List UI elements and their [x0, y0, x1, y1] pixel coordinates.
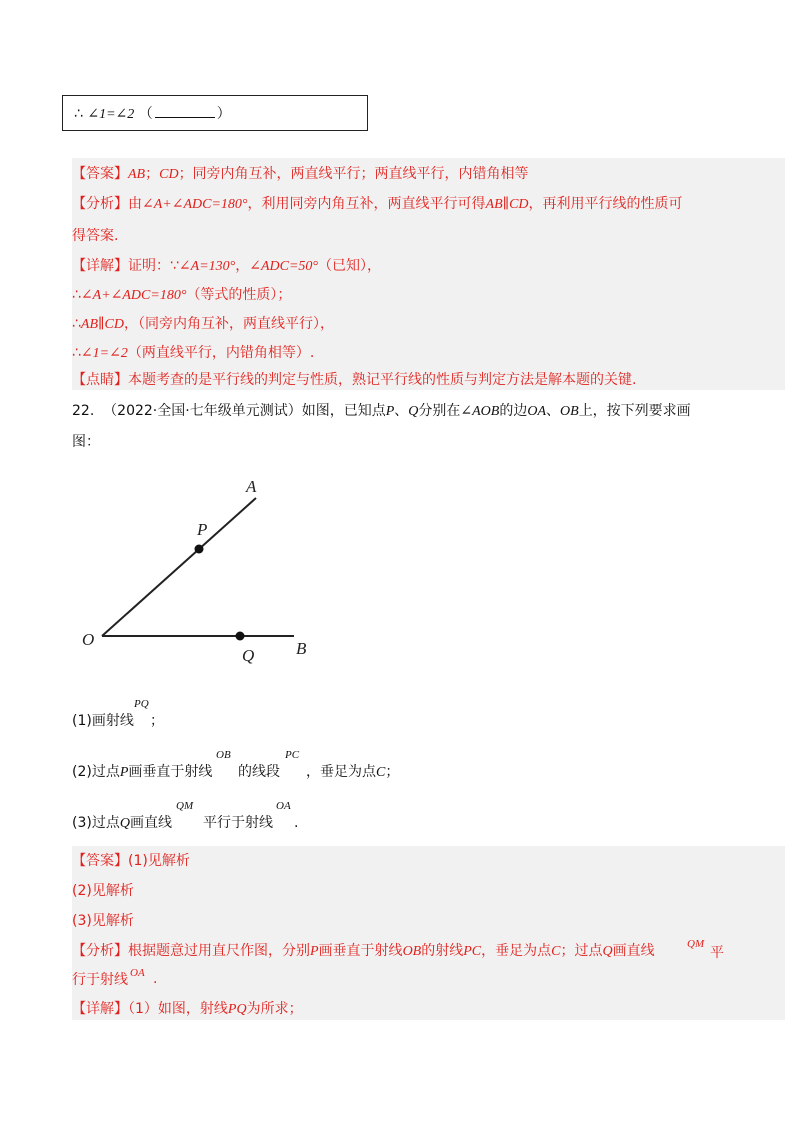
- detail-line-5: [72, 1000, 303, 1019]
- task-3-text: (3)过点: [72, 815, 120, 831]
- paren-close: ）: [216, 106, 231, 122]
- detail-math-1: ∠A=130°: [178, 259, 236, 274]
- task-3-qm: QM: [176, 800, 194, 812]
- therefore-symbol: ∴: [74, 106, 83, 122]
- detail-math-2: ∠ADC=50°: [249, 259, 319, 274]
- answer-line-4: [72, 912, 134, 930]
- analysis2-text-2: 画垂直于射线: [318, 943, 403, 959]
- task-2-pc: PC: [285, 749, 300, 761]
- detail-tag: 【详解】: [72, 258, 128, 274]
- analysis2-q: Q: [602, 944, 613, 959]
- task-2-text-3: 的线段: [238, 764, 280, 780]
- analysis-math: ∠A+∠ADC=180°: [142, 197, 248, 212]
- angle-aob: ∠AOB: [460, 404, 500, 419]
- therefore-3: ∴: [72, 316, 81, 332]
- analysis2-end: .: [153, 971, 158, 987]
- detail-line-3: [72, 315, 334, 334]
- conclusion-line: [74, 103, 231, 123]
- task-2-text-4: ，垂足为点: [306, 764, 376, 780]
- analysis-line-3: [72, 942, 655, 961]
- ray-oa: OA: [527, 404, 547, 419]
- analysis-line-2: [72, 227, 118, 245]
- question-number: 22.: [72, 403, 95, 419]
- detail2-text: （1）如图，射线: [128, 1001, 228, 1017]
- label-b: B: [296, 639, 307, 658]
- detail-text-3: （等式的性质）；: [186, 287, 292, 303]
- conclusion-expr: ∠1=∠2: [87, 107, 135, 122]
- detail2-pq: PQ: [227, 1002, 247, 1017]
- therefore-2: ∴: [72, 287, 81, 303]
- comment-text: 本题考查的是平行线的判定与性质，熟记平行线的性质与判定方法是解本题的关键.: [128, 372, 637, 388]
- analysis-math-2: AB∥CD: [485, 197, 529, 212]
- task-3-text-2: 画直线: [129, 815, 172, 831]
- analysis2-ob: OB: [402, 944, 422, 959]
- question-22-line-1: [72, 402, 691, 421]
- analysis2-qm: QM: [687, 938, 705, 950]
- detail-tag-2: 【详解】: [72, 1001, 128, 1017]
- fill-blank: [155, 105, 215, 118]
- detail-text: 证明：∵: [128, 258, 179, 274]
- label-q: Q: [242, 646, 255, 665]
- detail2-text-2: 为所求；: [246, 1001, 303, 1017]
- task-1: [72, 712, 134, 730]
- answer-item-1: (1)见解析: [128, 853, 190, 869]
- task-1-end: ；: [150, 713, 164, 729]
- analysis2-text-3: 的射线: [421, 943, 464, 959]
- comment-line: [72, 371, 636, 389]
- answer-rest: ；同旁内角互补，两直线平行；两直线平行，内错角相等: [178, 166, 529, 182]
- task-1-text: (1)画射线: [72, 713, 134, 729]
- task-3-text-3: 平行于射线: [203, 815, 273, 831]
- answer-item-2: (2)见解析: [72, 883, 134, 899]
- analysis2-oa: OA: [130, 967, 145, 979]
- analysis2-text-4: ，垂足为点: [481, 943, 552, 959]
- question-text-4: 上，按下列要求画: [578, 403, 691, 419]
- analysis2-c: C: [551, 944, 561, 959]
- analysis2-text-8: 行于射线: [72, 972, 128, 988]
- analysis-line-4: [72, 971, 128, 989]
- detail-math-5: ∠1=∠2: [80, 346, 128, 361]
- analysis2-text-7: 平: [710, 945, 724, 961]
- task-2-c: C: [376, 765, 386, 780]
- point-q: Q: [408, 404, 419, 419]
- analysis-tag-2: 【分析】: [72, 943, 128, 959]
- answer-sep: ；: [145, 166, 160, 182]
- question-text: （2022·全国·七年级单元测试）如图，已知点: [103, 403, 386, 419]
- label-p: P: [197, 520, 208, 539]
- solution-panel-2: [72, 846, 785, 1020]
- therefore-4: ∴: [72, 345, 81, 361]
- paren-open: （: [138, 106, 153, 122]
- question-text-2: 分别在: [418, 403, 461, 419]
- analysis-text-3: ，再利用平行线的性质可: [528, 196, 683, 212]
- analysis-text-4: 得答案.: [72, 228, 119, 244]
- analysis-text-2: ，利用同旁内角互补，两直线平行可得: [247, 196, 486, 212]
- answer-line-1: [72, 165, 529, 184]
- task-2: [72, 763, 212, 782]
- label-a: A: [246, 477, 257, 496]
- answer-cd: CD: [159, 167, 179, 182]
- answer-tag: 【答案】: [72, 166, 128, 182]
- task-3: [72, 814, 172, 833]
- task-3-q: Q: [119, 816, 130, 831]
- task-3-oa: OA: [276, 800, 291, 812]
- sep: 、: [394, 403, 409, 419]
- analysis2-text-6: 画直线: [612, 943, 655, 959]
- task-2-text: (2)过点: [72, 764, 120, 780]
- analysis2-pc: PC: [463, 944, 482, 959]
- task-3-end: .: [294, 815, 299, 831]
- detail-text-2: （已知），: [318, 258, 382, 274]
- angle-figure: [70, 470, 330, 670]
- detail-line-4: [72, 344, 314, 363]
- question-text-3: 的边: [499, 403, 528, 419]
- answer-ab: AB: [128, 167, 146, 182]
- point-q-dot: [236, 632, 245, 641]
- detail-text-4: ，（同旁内角互补，两直线平行），: [123, 316, 334, 332]
- task-2-text-2: 画垂直于射线: [128, 764, 213, 780]
- detail-line-1: [72, 257, 381, 276]
- label-o: O: [82, 630, 95, 649]
- point-p: P: [385, 404, 395, 419]
- detail-math-4: AB∥CD: [80, 317, 124, 332]
- question-22-line-2: [72, 433, 100, 451]
- ray-ob: OB: [560, 404, 579, 419]
- answer-line-2: [72, 852, 190, 870]
- analysis2-text-5: ；过点: [560, 943, 603, 959]
- comment-tag: 【点睛】: [72, 372, 128, 388]
- ray-oa-line: [102, 498, 256, 636]
- task-2-ob: OB: [216, 749, 231, 761]
- sep-2: 、: [546, 403, 561, 419]
- answer-item-3: (3)见解析: [72, 913, 134, 929]
- analysis-tag: 【分析】: [72, 196, 128, 212]
- detail-sep: ，: [235, 258, 250, 274]
- analysis-line-1: [72, 195, 683, 214]
- task-2-tail: [306, 763, 399, 782]
- analysis-text: 由: [128, 196, 142, 212]
- detail-text-5: （两直线平行，内错角相等）.: [127, 345, 315, 361]
- question-text-5: 图：: [72, 434, 100, 450]
- answer-tag-2: 【答案】: [72, 853, 128, 869]
- detail-math-3: ∠A+∠ADC=180°: [80, 288, 187, 303]
- task-2-end: ；: [385, 764, 400, 780]
- task-1-math: PQ: [134, 698, 149, 710]
- analysis2-text: 根据题意过用直尺作图，分别: [128, 943, 310, 959]
- point-p-dot: [195, 545, 204, 554]
- analysis2-p: P: [310, 944, 319, 959]
- detail-line-2: [72, 286, 291, 305]
- answer-line-3: [72, 882, 134, 900]
- task-2-p: P: [119, 765, 129, 780]
